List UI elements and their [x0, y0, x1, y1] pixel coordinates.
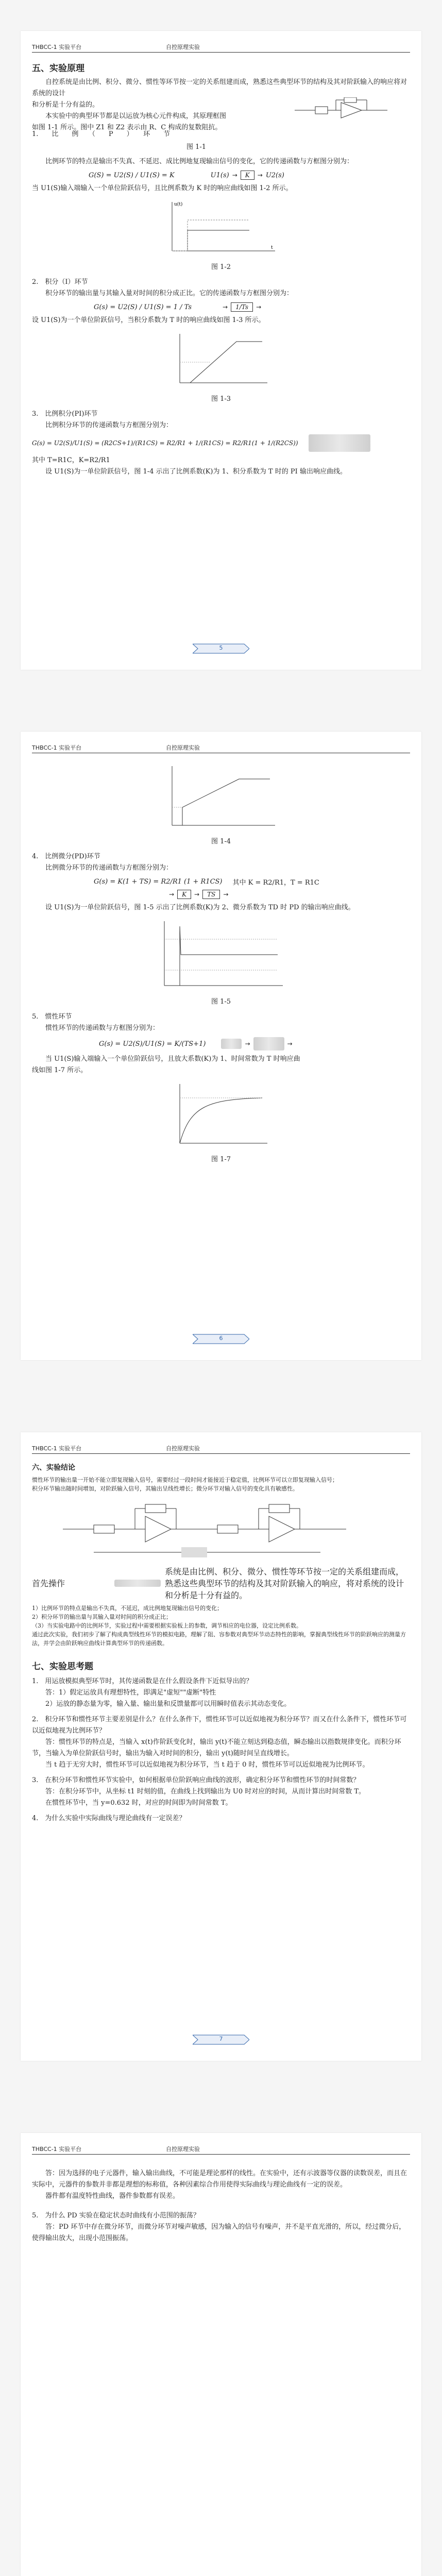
arrow-icon: → — [223, 303, 228, 311]
intro-line-4: 如图 1-1 所示。图中 Z1 和 Z2 表示由 R、C 构成的复数阻抗。 — [32, 124, 222, 131]
answer-4-line-1: 答：因为选择的电子元器件，输入输出曲线，不可能是理论那样的线性。在实验中，还有示波器等仪器的读数误差，而且在实际中，元器件的参数并非都是理想的标称值，各种因素综合作用使得实际曲线与理论曲线有一定的误差。 — [32, 2170, 407, 2189]
page-header — [32, 1443, 410, 1454]
question-1: 1. 用运放模拟典型环节时，其传递函数是在什么假设条件下近似导出的？ — [32, 1677, 253, 1685]
section-title-principle: 五、实验原理 — [32, 63, 84, 74]
arrow-icon: → — [256, 303, 262, 311]
page-number: 5 — [219, 645, 223, 651]
fig-1-3-plot — [169, 331, 273, 388]
answer-4-line-2: 器件都有温度特性曲线，器件参数都有误差。 — [45, 2192, 180, 2200]
p-formula: G(S) = U2(S) / U1(S) = K — [89, 171, 175, 179]
header-code: THBCC-1 实验平台 — [32, 2146, 82, 2153]
step-response-pi-svg — [162, 764, 280, 831]
inertia-formula-row — [32, 1037, 410, 1050]
inertia-formula: G(s) = U2(S)/U1(S) = K/(TS+1) — [99, 1040, 206, 1048]
intro-line-1: 自控系统是由比例、积分、微分、惯性等环节按一定的关系组建而成，熟悉这些典型环节的结构及其对阶跃输入的响应将对系统的设计 — [32, 78, 407, 97]
conclusion-line-6: 2）积分环节的输出量与其输入量对时间的积分成正比； — [32, 1614, 172, 1620]
pd-block-k: K — [177, 890, 191, 899]
fig-1-1-caption: 图 1-1 — [186, 143, 207, 151]
conclusion-line-1: 惯性环节的输出量一开始不能立即复现输入信号，需要经过一段时间才能接近于稳定值，比例环节可以立即复现输入信号； — [32, 1477, 338, 1483]
pd-block-ts: TS — [202, 890, 220, 899]
fig-1-4-caption: 图 1-4 — [211, 838, 231, 845]
header-title: 自控原理实验 — [166, 1445, 200, 1452]
p-block-k: K — [241, 171, 254, 180]
section-title-questions: 七、实验思考题 — [32, 1662, 93, 1672]
question-4: 4. 为什么实验中实际曲线与理论曲线有一定误差？ — [32, 1815, 186, 1822]
answer-3-line-2: 在惯性环节中，当 y=0.632 时，对应的时间即为时间常数 T。 — [45, 1799, 232, 1807]
circuit-schematic-svg — [63, 1498, 351, 1560]
page-header — [32, 742, 410, 753]
page-number: 6 — [219, 1335, 223, 1342]
answer-5-line-1: 答：PD 环节中存在微分环节，而微分环节对噪声敏感，因为输入的信号有噪声，并不是平直光滑的，所以，经过微分后，使得输出放大，出现小范围振荡。 — [32, 2223, 406, 2242]
arrow-icon: → — [287, 1040, 293, 1047]
step-response-p-svg — [162, 199, 280, 256]
fig-1-3-caption: 图 1-3 — [211, 395, 231, 403]
subsection-pi-title: 3. 比例积分(PI)环节 — [32, 410, 98, 418]
p-description: 比例环节的特点是输出不失真、不延迟、成比例地复现输出信号的变化，它的传递函数与方框图分别为： — [45, 158, 354, 165]
page-number-ribbon — [193, 1332, 249, 1346]
fig-1-2-plot — [162, 199, 280, 256]
pd-description: 比例微分环节的传递函数与方框图分别为： — [45, 864, 173, 872]
p-formula-row — [89, 171, 410, 180]
circuit-diagram — [63, 1498, 351, 1560]
step-response-pd-svg — [154, 919, 288, 991]
i-description: 积分环节的输出量与其输入量对时间的积分成正比。它的传递函数与方框图分别为： — [45, 290, 294, 297]
intro-line-2: 和分析是十分有益的。 — [32, 101, 99, 109]
inertia-step-b: 线如图 1-7 所示。 — [32, 1066, 88, 1074]
document-page-2 — [21, 732, 421, 1360]
conclusion-line-7: （3）当实验电路中的比例环节，实验过程中需要根据实验板上的参数，调节相应的电位器，设定比例系数。 — [32, 1622, 302, 1629]
conclusion-line-8: 通过此次实验，我们初步了解了构成典型线性环节的模拟电路，理解了阻、容参数对典型环节动态特性的影响，掌握典型线性环节的阶跃响应的测量方法，并学会由阶跃响应曲线计算典型环节的传递函数。 — [32, 1631, 406, 1647]
arrow-icon: → — [223, 891, 229, 898]
document-page-1 — [21, 31, 421, 670]
page-number-ribbon — [193, 642, 249, 655]
arrow-icon: → — [257, 172, 263, 179]
pd-block-diagram — [166, 890, 410, 899]
answer-2-line-1: 答：惯性环节的特点是，当输入 x(t)作阶跃变化时，输出 y(t)不能立刻达到稳态值，瞬态输出以指数规律变化。而积分环节，当输入为单位阶跃信号时，输出为输入对时间的积分，输出 y(t)随时间呈直线增长。 — [32, 1738, 401, 1757]
document-page-4 — [21, 2133, 421, 2576]
fig-1-5-plot — [154, 919, 288, 991]
pi-formula-row — [32, 434, 410, 452]
header-title: 自控原理实验 — [166, 2146, 200, 2153]
pd-where: 其中 K = R2/R1，T = R1C — [232, 879, 319, 887]
i-formula: G(s) = U2(S) / U1(S) = 1 / Ts — [94, 303, 192, 311]
pi-description: 比例积分环节的传递函数与方框图分别为： — [45, 421, 173, 429]
page-header — [32, 2143, 410, 2155]
subsection-inertia-title: 5. 惯性环节 — [32, 1013, 72, 1021]
i-block: 1/Ts — [231, 302, 253, 312]
section-title-conclusion: 六、实验结论 — [32, 1464, 75, 1472]
i-step-text: 设 U1(S)为一个单位阶跃信号，当积分系数为 T 时的响应曲线如图 1-3 所示。 — [32, 316, 265, 324]
fig-1-1-diagram — [295, 97, 410, 123]
page-number-ribbon — [193, 2033, 249, 2046]
conclusion-line-2: 积分环节输出随时间增加，对阶跃输入信号，其输出呈线性增长；微分环节对输入信号的变化具有敏感性。 — [32, 1485, 298, 1492]
step-response-inertia-svg — [169, 1081, 273, 1148]
fig-1-4-plot — [162, 764, 280, 831]
inertia-step-a: 当 U1(S)输入端输入一个单位阶跃信号，且放大系数(K)为 1、时间常数为 T 时响应曲 — [45, 1055, 300, 1063]
inertia-description: 惯性环节的传递函数与方框图分别为： — [45, 1024, 160, 1032]
fig-1-7-caption: 图 1-7 — [211, 1156, 231, 1163]
header-code: THBCC-1 实验平台 — [32, 44, 82, 50]
conclusion-row-3 — [32, 1565, 410, 1601]
fig-1-7-plot — [169, 1081, 273, 1148]
subsection-i-title: 2. 积分（I）环节 — [32, 278, 88, 286]
axis-x-label: t — [271, 245, 273, 250]
step-response-i-svg — [169, 331, 273, 388]
conclusion-line-5: 1）比例环节的特点是输出不失真，不延迟，成比例地复现输出信号的变化； — [32, 1605, 223, 1612]
answer-1-line-2: 2）运放的静态量为零，输入量、输出量和反馈量都可以用瞬时值表示其动态变化。 — [45, 1700, 291, 1708]
fig-1-5-caption: 图 1-5 — [211, 998, 231, 1006]
pi-step-text: 设 U1(S)为一单位阶跃信号，图 1-4 示出了比例系数(K)为 1、积分系数为 T 时的 PI 输出响应曲线。 — [45, 468, 347, 476]
arrow-icon: → — [169, 891, 175, 898]
inertia-block-blur — [221, 1039, 242, 1049]
subsection-pd-title: 4. 比例微分(PD)环节 — [32, 853, 100, 860]
fig-1-2-caption: 图 1-2 — [211, 263, 231, 271]
p-input-label: U1(s) — [210, 171, 229, 179]
arrow-icon: → — [245, 1040, 250, 1047]
i-formula-row — [94, 302, 410, 312]
pd-formula-row — [32, 877, 410, 887]
pi-where: 其中 T=R1C，K=R2/R1 — [32, 456, 110, 464]
question-3: 3. 在积分环节和惯性环节实验中，如何根据单位阶跃响应曲线的波形，确定积分环节和惯性环节的时间常数？ — [32, 1776, 360, 1784]
answer-2-line-2: 当 t 趋于无穷大时，惯性环节可以近似地视为积分环节，当 t 趋于 0 时，惯性环节可以近似地视为比例环节。 — [45, 1761, 369, 1769]
header-code: THBCC-1 实验平台 — [32, 744, 82, 751]
intro-line-3: 本实验中的典型环节都是以运放为核心元件构成，其原理框图 — [45, 112, 227, 120]
subsection-p-title: 1. 比 例 （ P ） 环 节 — [32, 130, 171, 138]
pd-step-text: 设 U1(S)为一单位阶跃信号，图 1-5 示出了比例系数(K)为 2、微分系数为 TD 时 PD 的输出响应曲线。 — [45, 904, 355, 911]
page-header — [32, 41, 410, 53]
answer-3-line-1: 答：在积分环节中，从坐标 t1 时刻的值，在曲线上找到输出为 U0 时对应的时间，从而计算出时间常数 T。 — [45, 1788, 366, 1795]
header-title: 自控原理实验 — [166, 44, 200, 50]
arrow-icon: → — [194, 891, 200, 898]
pi-formula: G(s) = U2(S)/U1(S) = (R2CS+1)/(R1CS) = R2/R1 + 1/(R1CS) = R2/R1(1 + 1/(R2CS)) — [32, 439, 298, 447]
page-number: 7 — [219, 2036, 223, 2042]
inertia-block-diagram — [253, 1037, 284, 1050]
pd-formula: G(s) = K(1 + TS) = R2/R1 (1 + R1CS) — [94, 878, 223, 886]
header-title: 自控原理实验 — [166, 744, 200, 751]
header-code: THBCC-1 实验平台 — [32, 1445, 82, 1452]
answer-1-line-1: 答：1）假定运放具有理想特性，即满足"虚短""虚断"特性 — [45, 1689, 216, 1697]
p-step-text: 当 U1(S)输入端输入一个单位阶跃信号，且比例系数为 K 时的响应曲线如图 1-2 所示。 — [32, 184, 293, 192]
redacted-block — [114, 1580, 161, 1587]
question-2: 2. 积分环节和惯性环节主要差别是什么？在什么条件下，惯性环节可以近似地视为积分环节？而又在什么条件下，惯性环节可以近似地视为比例环节？ — [32, 1716, 407, 1735]
document-page-3 — [21, 1432, 421, 2061]
conclusion-line-4: 系统是由比例、积分、微分、惯性等环节按一定的关系组建而成，熟悉这些典型环节的结构及其对阶跃输入的响应，将对系统的设计和分析是十分有益的。 — [165, 1567, 404, 1600]
arrow-icon: → — [232, 172, 237, 179]
p-output-label: U2(s) — [265, 171, 284, 179]
question-5: 5. 为什么 PD 实验在稳定状态时曲线有小范围的振荡？ — [32, 2212, 200, 2219]
opamp-schematic — [295, 97, 387, 123]
conclusion-line-3: 首先操作 — [32, 1579, 65, 1588]
axis-y-label: u(t) — [174, 202, 183, 207]
pi-block-diagram — [309, 434, 370, 452]
